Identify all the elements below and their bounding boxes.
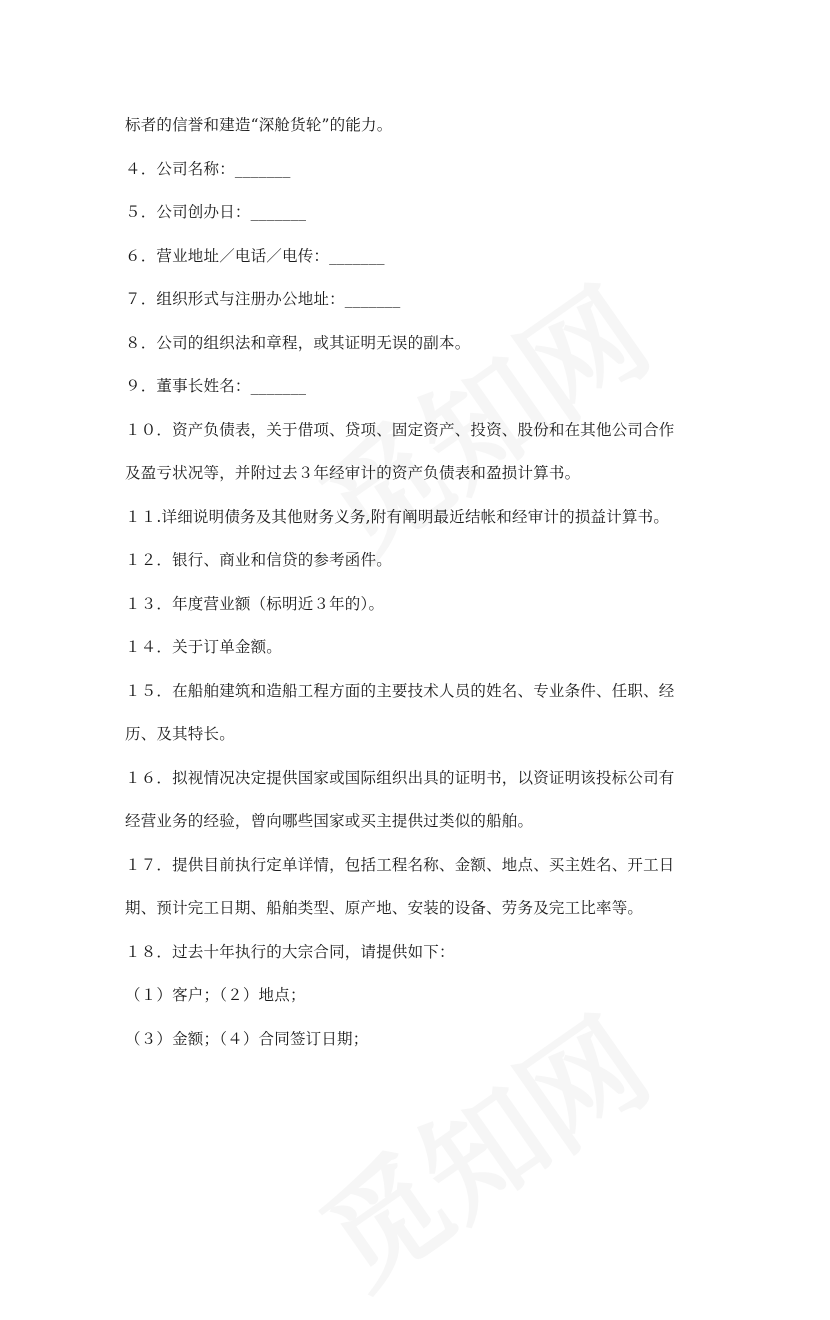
text-line: ７．组织形式与注册办公地址：_______ <box>125 290 401 308</box>
text-line: １０．资产负债表，关于借项、贷项、固定资产、投资、股份和在其他公司合作 <box>125 421 675 439</box>
text-line: 期、预计完工日期、船舶类型、原产地、安装的设备、劳务及完工比率等。 <box>125 899 644 917</box>
text-line: （１）客户；（２）地点； <box>125 986 306 1004</box>
watermark <box>283 972 677 1319</box>
text-line: １６．拟视情况决定提供国家或国际组织出具的证明书，以资证明该投标公司有 <box>125 769 675 787</box>
text-line: ６．营业地址／电话／电传：_______ <box>125 247 385 265</box>
text-line: １７．提供目前执行定单详情，包括工程名称、金额、地点、买主姓名、开工日 <box>125 856 675 874</box>
text-line: ５．公司创办日：_______ <box>125 203 307 221</box>
text-line: 及盈亏状况等，并附过去３年经审计的资产负债表和盈损计算书。 <box>125 464 581 482</box>
text-line: １４．关于订单金额。 <box>125 638 283 656</box>
text-line: ９．董事长姓名：_______ <box>125 377 307 395</box>
text-line: 历、及其特长。 <box>125 725 235 743</box>
text-line: １５．在船舶建筑和造船工程方面的主要技术人员的姓名、专业条件、任职、经 <box>125 682 675 700</box>
text-line: ４．公司名称：_______ <box>125 160 291 178</box>
text-line: １１.详细说明债务及其他财务义务,附有阐明最近结帐和经审计的损益计算书。 <box>125 508 670 526</box>
text-line: １８．过去十年执行的大宗合同，请提供如下： <box>125 943 455 961</box>
text-line: （３）金额；（４）合同签订日期； <box>125 1030 369 1048</box>
text-line: １２．银行、商业和信贷的参考函件。 <box>125 551 392 569</box>
text-line: 标者的信誉和建造“深舱货轮”的能力。 <box>125 116 393 134</box>
text-line: ８．公司的组织法和章程，或其证明无误的副本。 <box>125 334 471 352</box>
text-line: １３．年度营业额（标明近３年的）。 <box>125 595 385 613</box>
text-line: 经营业务的经验，曾向哪些国家或买主提供过类似的船舶。 <box>125 812 534 830</box>
